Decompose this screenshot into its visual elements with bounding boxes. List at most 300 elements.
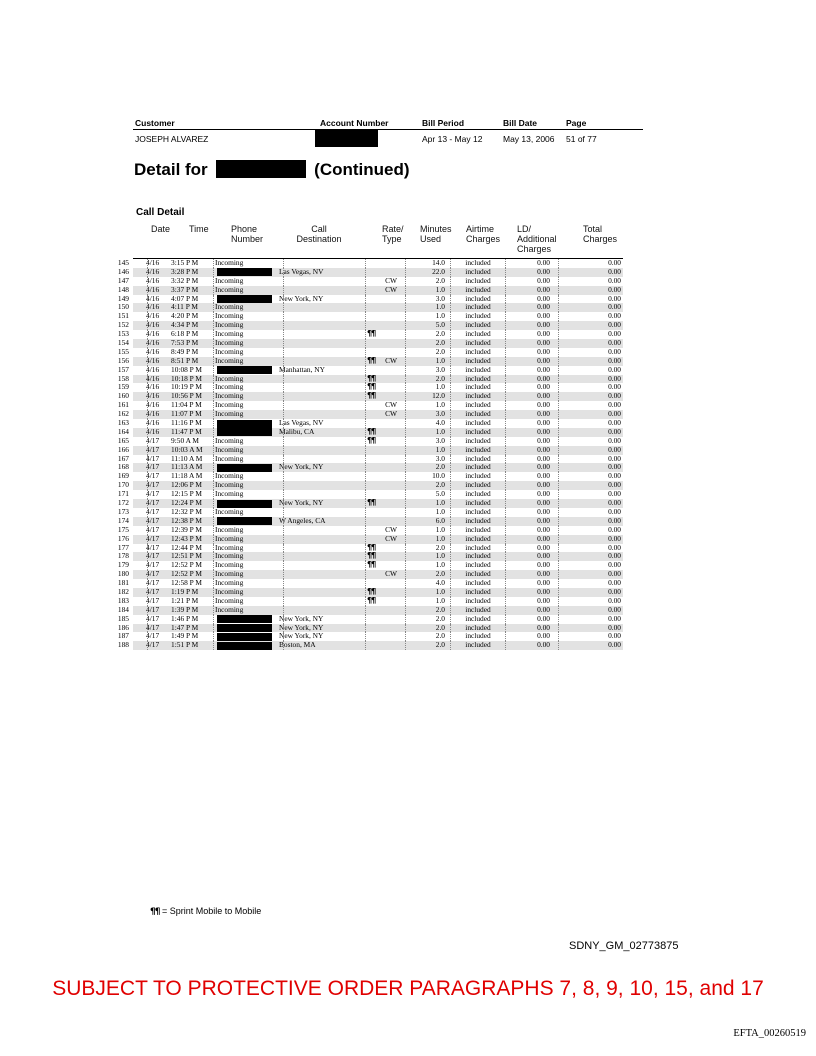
airtime-cell: included	[465, 462, 491, 472]
total-cell: 0.00	[608, 604, 621, 614]
time-cell: 12:44 P M	[171, 542, 202, 552]
ld-cell: 0.00	[537, 506, 550, 516]
time-cell: 11:04 P M	[171, 400, 202, 410]
phone-redaction	[217, 366, 272, 374]
time-cell: 10:08 P M	[171, 364, 202, 374]
row-number: 186	[117, 622, 129, 632]
column-divider	[450, 641, 451, 650]
column-divider	[405, 624, 406, 633]
minutes-cell: 1.0	[435, 498, 445, 508]
column-divider	[213, 463, 214, 472]
column-divider	[405, 588, 406, 597]
total-cell: 0.00	[608, 426, 621, 436]
destination-cell: New York, NY	[279, 622, 324, 632]
column-divider	[505, 366, 506, 375]
date-cell: 4/16	[146, 346, 160, 356]
column-divider	[505, 312, 506, 321]
total-cell: 0.00	[608, 391, 621, 401]
column-divider	[450, 383, 451, 392]
column-divider	[405, 481, 406, 490]
mobile-to-mobile-icon: ¶¶	[367, 542, 376, 552]
column-divider	[283, 570, 284, 579]
column-divider	[283, 330, 284, 339]
column-divider	[213, 526, 214, 535]
airtime-cell: included	[465, 284, 491, 294]
column-divider	[283, 375, 284, 384]
minutes-cell: 1.0	[435, 311, 445, 321]
total-cell: 0.00	[608, 586, 621, 596]
column-divider	[450, 259, 451, 268]
phone-cell: Incoming	[215, 400, 244, 410]
column-divider	[283, 481, 284, 490]
column-divider	[213, 437, 214, 446]
total-cell: 0.00	[608, 382, 621, 392]
column-divider	[405, 446, 406, 455]
column-divider	[450, 410, 451, 419]
date-cell: 4/17	[146, 435, 160, 445]
rate-cell: CW	[385, 533, 397, 543]
column-divider	[283, 597, 284, 606]
column-divider	[505, 606, 506, 615]
col-rate: Rate/ Type	[382, 224, 404, 244]
total-cell: 0.00	[608, 320, 621, 330]
column-divider	[213, 401, 214, 410]
phone-cell: Incoming	[215, 586, 244, 596]
rate-cell: CW	[385, 275, 397, 285]
column-divider	[558, 597, 559, 606]
airtime-cell: included	[465, 631, 491, 641]
ld-cell: 0.00	[537, 640, 550, 650]
column-divider	[365, 508, 366, 517]
airtime-cell: included	[465, 302, 491, 312]
column-divider	[213, 312, 214, 321]
ld-cell: 0.00	[537, 418, 550, 428]
date-cell: 4/16	[146, 373, 160, 383]
column-divider	[558, 463, 559, 472]
phone-cell: Incoming	[215, 489, 244, 499]
column-divider	[505, 286, 506, 295]
row-number: 188	[117, 640, 129, 650]
column-divider	[365, 499, 366, 508]
call-detail-table	[117, 258, 623, 650]
row-number: 183	[117, 595, 129, 605]
column-divider	[558, 375, 559, 384]
column-divider	[365, 544, 366, 553]
airtime-cell: included	[465, 435, 491, 445]
total-cell: 0.00	[608, 293, 621, 303]
destination-cell: Las Vegas, NV	[279, 266, 324, 276]
column-divider	[558, 268, 559, 277]
bill-period-value: Apr 13 - May 12	[422, 134, 483, 144]
row-number: 166	[117, 444, 129, 454]
date-cell: 4/17	[146, 578, 160, 588]
phone-cell: Incoming	[215, 284, 244, 294]
ld-cell: 0.00	[537, 258, 550, 267]
date-cell: 4/17	[146, 542, 160, 552]
airtime-cell: included	[465, 569, 491, 579]
column-divider	[450, 419, 451, 428]
total-cell: 0.00	[608, 364, 621, 374]
column-divider	[405, 303, 406, 312]
row-number: 179	[117, 560, 129, 570]
minutes-cell: 14.0	[432, 258, 445, 267]
airtime-cell: included	[465, 489, 491, 499]
minutes-cell: 12.0	[432, 391, 445, 401]
airtime-cell: included	[465, 391, 491, 401]
col-date: Date	[151, 224, 171, 234]
column-divider	[558, 535, 559, 544]
column-divider	[505, 499, 506, 508]
phone-redaction	[217, 633, 272, 641]
total-cell: 0.00	[608, 533, 621, 543]
column-divider	[450, 321, 451, 330]
column-divider	[213, 472, 214, 481]
total-cell: 0.00	[608, 524, 621, 534]
date-cell: 4/16	[146, 400, 160, 410]
destination-cell: Manhattan, NY	[279, 364, 325, 374]
total-cell: 0.00	[608, 275, 621, 285]
total-cell: 0.00	[608, 444, 621, 454]
phone-cell: Incoming	[215, 258, 244, 267]
phone-number-redaction	[216, 160, 306, 178]
minutes-cell: 2.0	[435, 542, 445, 552]
rate-cell: CW	[385, 409, 397, 419]
date-cell: 4/17	[146, 533, 160, 543]
column-divider	[213, 606, 214, 615]
destination-cell: New York, NY	[279, 293, 324, 303]
row-number: 161	[117, 400, 129, 410]
legend	[150, 906, 261, 917]
time-cell: 1:21 P M	[171, 595, 199, 605]
mobile-to-mobile-icon: ¶¶	[150, 907, 160, 917]
date-cell: 4/17	[146, 551, 160, 561]
phone-cell: Incoming	[215, 391, 244, 401]
column-divider	[558, 437, 559, 446]
time-cell: 1:47 P M	[171, 622, 199, 632]
column-divider	[405, 455, 406, 464]
rate-cell: CW	[385, 355, 397, 365]
time-cell: 1:51 P M	[171, 640, 199, 650]
total-cell: 0.00	[608, 284, 621, 294]
ld-cell: 0.00	[537, 586, 550, 596]
column-divider	[365, 383, 366, 392]
airtime-cell: included	[465, 453, 491, 463]
column-divider	[283, 303, 284, 312]
date-cell: 4/16	[146, 426, 160, 436]
airtime-cell: included	[465, 364, 491, 374]
airtime-cell: included	[465, 515, 491, 525]
column-divider	[283, 437, 284, 446]
column-divider	[283, 348, 284, 357]
bill-date-value: May 13, 2006	[503, 134, 555, 144]
time-cell: 11:47 P M	[171, 426, 202, 436]
column-divider	[365, 535, 366, 544]
row-number: 170	[117, 480, 129, 490]
column-divider	[450, 552, 451, 561]
column-divider	[365, 606, 366, 615]
column-divider	[505, 455, 506, 464]
date-cell: 4/16	[146, 338, 160, 348]
airtime-cell: included	[465, 338, 491, 348]
column-divider	[213, 357, 214, 366]
row-number: 163	[117, 418, 129, 428]
column-divider	[405, 615, 406, 624]
column-divider	[505, 401, 506, 410]
column-divider	[405, 312, 406, 321]
column-divider	[505, 526, 506, 535]
column-divider	[405, 419, 406, 428]
minutes-cell: 5.0	[435, 489, 445, 499]
time-cell: 6:18 P M	[171, 329, 199, 339]
column-divider	[505, 410, 506, 419]
row-number: 153	[117, 329, 129, 339]
column-divider	[450, 295, 451, 304]
header-rule	[133, 129, 643, 130]
column-divider	[365, 419, 366, 428]
column-divider	[365, 641, 366, 650]
column-divider	[558, 455, 559, 464]
column-divider	[558, 472, 559, 481]
mobile-to-mobile-icon: ¶¶	[367, 435, 376, 445]
time-cell: 9:50 A M	[171, 435, 199, 445]
ld-cell: 0.00	[537, 524, 550, 534]
date-cell: 4/16	[146, 275, 160, 285]
mobile-to-mobile-icon: ¶¶	[367, 382, 376, 392]
total-cell: 0.00	[608, 480, 621, 490]
column-divider	[558, 499, 559, 508]
total-cell: 0.00	[608, 453, 621, 463]
ld-cell: 0.00	[537, 346, 550, 356]
column-divider	[405, 517, 406, 526]
phone-cell: Incoming	[215, 604, 244, 614]
ld-cell: 0.00	[537, 613, 550, 623]
column-divider	[505, 490, 506, 499]
rate-cell: CW	[385, 284, 397, 294]
column-divider	[558, 641, 559, 650]
time-cell: 1:46 P M	[171, 613, 199, 623]
column-divider	[213, 419, 214, 428]
date-cell: 4/17	[146, 506, 160, 516]
total-cell: 0.00	[608, 329, 621, 339]
airtime-cell: included	[465, 373, 491, 383]
time-cell: 11:10 A M	[171, 453, 203, 463]
total-cell: 0.00	[608, 506, 621, 516]
row-number: 167	[117, 453, 129, 463]
total-cell: 0.00	[608, 489, 621, 499]
ld-cell: 0.00	[537, 311, 550, 321]
column-divider	[365, 624, 366, 633]
column-divider	[405, 526, 406, 535]
date-cell: 4/16	[146, 418, 160, 428]
column-divider	[405, 348, 406, 357]
column-divider	[558, 295, 559, 304]
date-cell: 4/17	[146, 631, 160, 641]
phone-cell: Incoming	[215, 533, 244, 543]
phone-cell: Incoming	[215, 373, 244, 383]
time-cell: 12:38 P M	[171, 515, 202, 525]
minutes-cell: 2.0	[435, 569, 445, 579]
total-cell: 0.00	[608, 622, 621, 632]
ld-cell: 0.00	[537, 391, 550, 401]
date-cell: 4/17	[146, 524, 160, 534]
mobile-to-mobile-icon: ¶¶	[367, 560, 376, 570]
date-cell: 4/16	[146, 266, 160, 276]
column-divider	[283, 321, 284, 330]
minutes-cell: 1.0	[435, 586, 445, 596]
column-divider	[505, 517, 506, 526]
column-divider	[213, 455, 214, 464]
column-divider	[450, 499, 451, 508]
phone-redaction	[217, 624, 272, 632]
column-divider	[450, 392, 451, 401]
column-divider	[283, 401, 284, 410]
time-cell: 12:06 P M	[171, 480, 202, 490]
column-divider	[505, 641, 506, 650]
column-divider	[505, 321, 506, 330]
column-divider	[213, 481, 214, 490]
minutes-cell: 2.0	[435, 604, 445, 614]
date-cell: 4/17	[146, 604, 160, 614]
total-cell: 0.00	[608, 435, 621, 445]
airtime-cell: included	[465, 329, 491, 339]
column-divider	[558, 632, 559, 641]
column-divider	[505, 446, 506, 455]
mobile-to-mobile-icon: ¶¶	[367, 498, 376, 508]
phone-cell: Incoming	[215, 346, 244, 356]
column-divider	[558, 410, 559, 419]
column-divider	[558, 286, 559, 295]
ld-cell: 0.00	[537, 560, 550, 570]
ld-cell: 0.00	[537, 604, 550, 614]
phone-cell: Incoming	[215, 382, 244, 392]
minutes-cell: 2.0	[435, 275, 445, 285]
column-divider	[213, 277, 214, 286]
column-divider	[213, 508, 214, 517]
total-cell: 0.00	[608, 498, 621, 508]
time-cell: 10:56 P M	[171, 391, 202, 401]
column-divider	[365, 437, 366, 446]
column-divider	[213, 499, 214, 508]
ld-cell: 0.00	[537, 409, 550, 419]
column-divider	[450, 570, 451, 579]
minutes-cell: 2.0	[435, 480, 445, 490]
minutes-cell: 2.0	[435, 346, 445, 356]
airtime-cell: included	[465, 320, 491, 330]
column-divider	[405, 437, 406, 446]
rate-cell: CW	[385, 569, 397, 579]
minutes-cell: 1.0	[435, 444, 445, 454]
column-divider	[450, 348, 451, 357]
column-divider	[505, 277, 506, 286]
column-divider	[365, 392, 366, 401]
column-divider	[365, 366, 366, 375]
minutes-cell: 2.0	[435, 613, 445, 623]
column-divider	[213, 366, 214, 375]
row-number: 145	[117, 258, 129, 267]
minutes-cell: 1.0	[435, 533, 445, 543]
row-number: 182	[117, 586, 129, 596]
column-divider	[365, 277, 366, 286]
minutes-cell: 5.0	[435, 320, 445, 330]
mobile-to-mobile-icon: ¶¶	[367, 551, 376, 561]
time-cell: 3:28 P M	[171, 266, 199, 276]
column-divider	[405, 508, 406, 517]
minutes-cell: 1.0	[435, 355, 445, 365]
column-divider	[213, 259, 214, 268]
bill-period-label: Bill Period	[422, 118, 465, 128]
column-divider	[558, 339, 559, 348]
column-divider	[450, 579, 451, 588]
date-cell: 4/16	[146, 302, 160, 312]
date-cell: 4/17	[146, 595, 160, 605]
row-number: 152	[117, 320, 129, 330]
phone-cell: Incoming	[215, 409, 244, 419]
col-time: Time	[189, 224, 209, 234]
time-cell: 3:37 P M	[171, 284, 199, 294]
minutes-cell: 1.0	[435, 595, 445, 605]
column-divider	[558, 490, 559, 499]
date-cell: 4/16	[146, 284, 160, 294]
date-cell: 4/17	[146, 462, 160, 472]
column-divider	[450, 330, 451, 339]
ld-cell: 0.00	[537, 293, 550, 303]
column-divider	[450, 526, 451, 535]
minutes-cell: 10.0	[432, 471, 445, 481]
airtime-cell: included	[465, 355, 491, 365]
column-divider	[365, 348, 366, 357]
total-cell: 0.00	[608, 595, 621, 605]
total-cell: 0.00	[608, 338, 621, 348]
column-divider	[283, 552, 284, 561]
total-cell: 0.00	[608, 409, 621, 419]
column-divider	[213, 544, 214, 553]
column-divider	[213, 615, 214, 624]
ld-cell: 0.00	[537, 489, 550, 499]
date-cell: 4/16	[146, 293, 160, 303]
column-divider	[213, 392, 214, 401]
column-divider	[365, 561, 366, 570]
column-divider	[558, 383, 559, 392]
ld-cell: 0.00	[537, 498, 550, 508]
ld-cell: 0.00	[537, 444, 550, 454]
column-divider	[450, 455, 451, 464]
ld-cell: 0.00	[537, 382, 550, 392]
column-divider	[505, 570, 506, 579]
time-cell: 1:19 P M	[171, 586, 199, 596]
ld-cell: 0.00	[537, 320, 550, 330]
column-divider	[450, 286, 451, 295]
column-divider	[558, 303, 559, 312]
column-divider	[505, 544, 506, 553]
column-divider	[405, 268, 406, 277]
column-divider	[505, 588, 506, 597]
ld-cell: 0.00	[537, 284, 550, 294]
column-divider	[365, 357, 366, 366]
column-divider	[147, 641, 148, 650]
destination-cell: Las Vegas, NV	[279, 418, 324, 428]
date-cell: 4/17	[146, 498, 160, 508]
row-number: 165	[117, 435, 129, 445]
row-number: 154	[117, 338, 129, 348]
column-divider	[405, 641, 406, 650]
phone-cell: Incoming	[215, 551, 244, 561]
column-divider	[505, 330, 506, 339]
time-cell: 8:49 P M	[171, 346, 199, 356]
column-divider	[213, 286, 214, 295]
airtime-cell: included	[465, 586, 491, 596]
column-divider	[505, 339, 506, 348]
total-cell: 0.00	[608, 462, 621, 472]
